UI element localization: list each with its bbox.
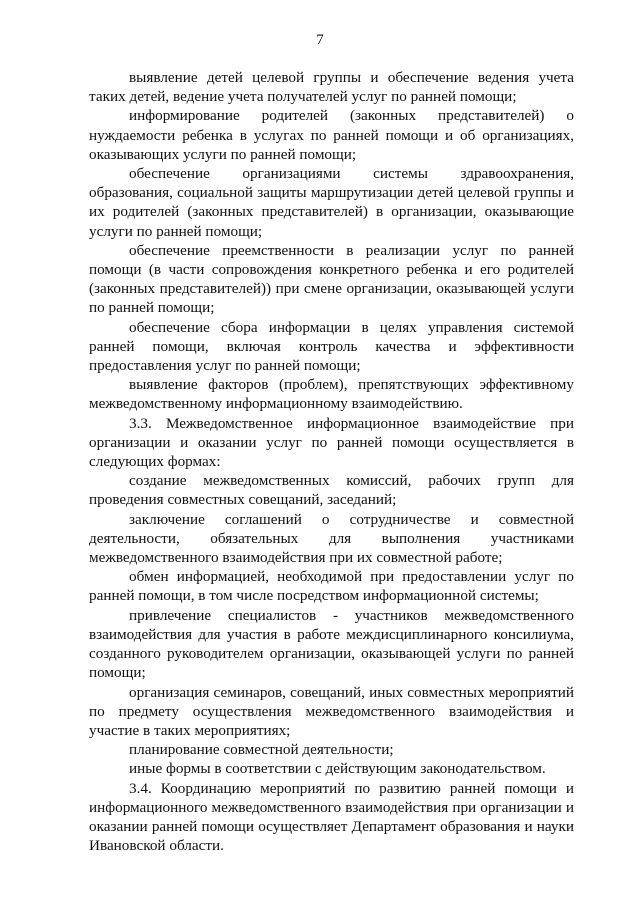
paragraph-other-forms: иные формы в соответствии с действующим законодательством. — [129, 760, 546, 778]
paragraph-info-exchange: обмен информацией, необходимой при предоставлении услуг по ранней помощи, в том числе посредством информационной системы; — [89, 568, 574, 605]
paragraph-continuity: обеспечение преемственности в реализации услуг по ранней помощи (в части сопровождения конкретного ребенка и его родителей (законных представителей)) при смене организации, оказывающей услуги по ранней помощи; — [89, 241, 574, 317]
paragraph-inform-parents: информирование родителей (законных представителей) о нуждаемости ребенка в услугах по ранней помощи и об организациях, оказывающих услуги по ранней помощи; — [89, 107, 574, 163]
paragraph-info-collection: обеспечение сбора информации в целях управления системой ранней помощи, включая контроль качества и эффективности предоставления услуг по ранней помощи; — [89, 318, 574, 375]
document-body — [89, 68, 574, 855]
paragraph-commissions: создание межведомственных комиссий, рабочих групп для проведения совместных совещаний, заседаний; — [89, 472, 574, 509]
paragraph-identify-factors: выявление факторов (проблем), препятствующих эффективному межведомственному информационному взаимодействию. — [89, 376, 574, 413]
paragraph-specialists: привлечение специалистов - участников межведомственного взаимодействия для участия в работе междисциплинарного консилиума, созданного руководителем организации, оказывающей услуги по ранней помощи; — [89, 606, 574, 682]
paragraph-identify-children: выявление детей целевой группы и обеспечение ведения учета таких детей, ведение учета получателей услуг по ранней помощи; — [89, 69, 574, 106]
paragraph-section-3-3: 3.3. Межведомственное информационное взаимодействие при организации и оказании услуг по ранней помощи осуществляется в следующих формах: — [89, 414, 574, 471]
paragraph-section-3-4: 3.4. Координацию мероприятий по развитию ранней помощи и информационного межведомственного взаимодействия при организации и оказании ранней помощи осуществляет Департамент образования и науки Ивановской области. — [89, 779, 574, 855]
page-number: 7 — [316, 32, 324, 48]
paragraph-routing: обеспечение организациями системы здравоохранения, образования, социальной защиты маршрутизации детей целевой группы и их родителей (законных представителей) в организации, оказывающие услуги по ранней помощи; — [89, 165, 574, 240]
paragraph-agreements: заключение соглашений о сотрудничестве и совместной деятельности, обязательных для выполнения участниками межведомственного взаимодействия при их совместной работе; — [89, 510, 574, 567]
paragraph-seminars: организация семинаров, совещаний, иных совместных мероприятий по предмету осуществления межведомственного взаимодействия и участие в таких мероприятиях; — [89, 683, 574, 739]
paragraph-planning: планирование совместной деятельности; — [129, 741, 394, 759]
